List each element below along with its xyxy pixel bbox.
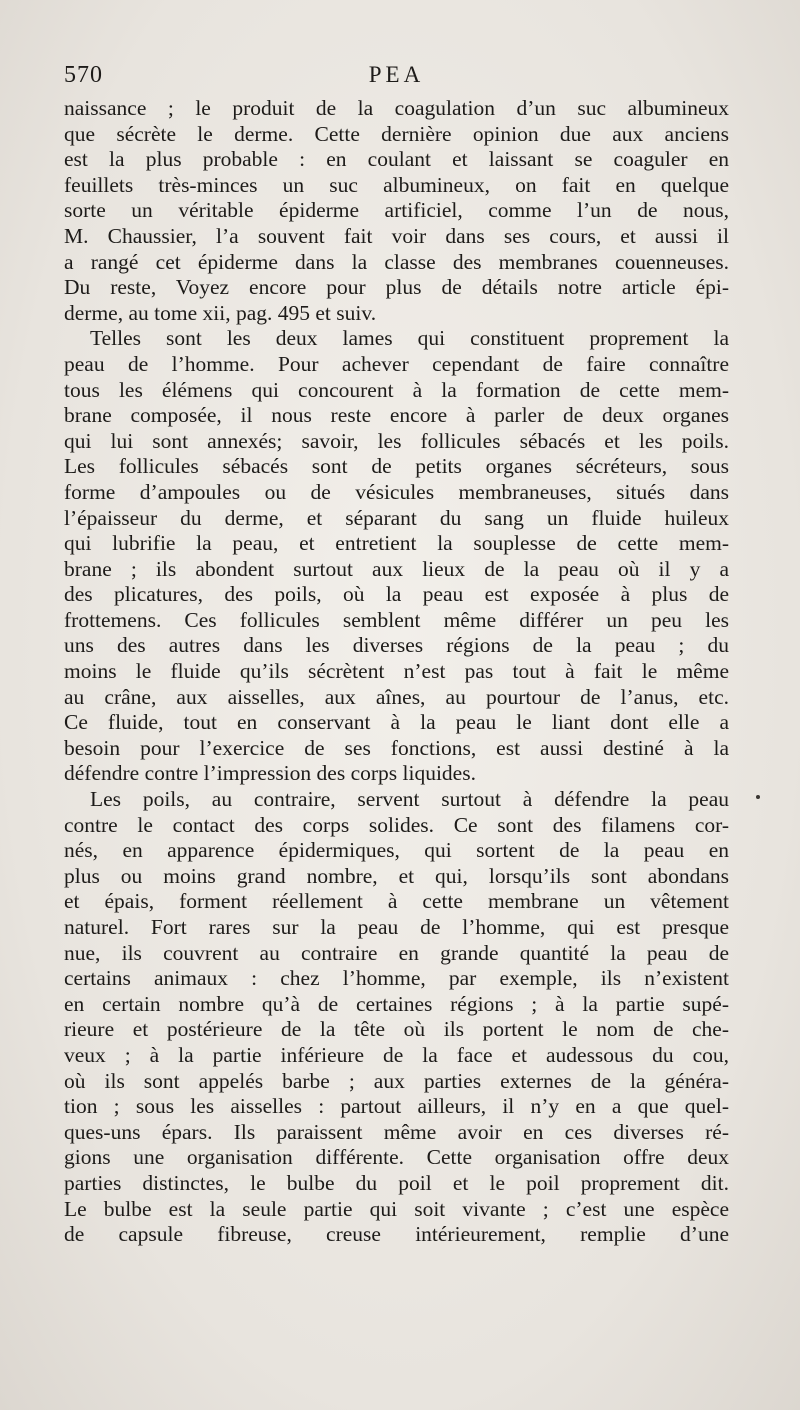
text-line: naturel. Fort rares sur la peau de l’homme, qui est presque: [64, 915, 729, 939]
text-line: certains animaux : chez l’homme, par exemple, ils n’existent: [64, 966, 729, 991]
text-line: en certain nombre qu’à de certaines régions ; à la partie supé-: [64, 991, 729, 1016]
text-line: gions une organisation différente. Cette organisation offre deux: [64, 1145, 729, 1170]
text-line: derme, au tome xii, pag. 495 et suiv.: [64, 300, 377, 325]
text-line: nés, en apparence épidermiques, qui sortent de la peau en: [64, 838, 729, 863]
text-line: qui lui sont annexés; savoir, les follicules sébacés et les poils.: [64, 428, 729, 453]
text-line: est la plus probable : en coulant et laissant se coaguler en: [64, 147, 729, 172]
text-line: a rangé cet épiderme dans la classe des membranes couenneuses.: [64, 249, 729, 274]
text-line: que sécrète le derme. Cette dernière opinion due aux anciens: [64, 121, 729, 146]
text-line: Les follicules sébacés sont de petits organes sécréteurs, sous: [64, 454, 729, 479]
text-line: peau de l’homme. Pour achever cependant de faire connaître: [64, 351, 729, 376]
text-line: parties distinctes, le bulbe du poil et le poil proprement dit.: [64, 1170, 729, 1195]
text-line: de capsule fibreuse, creuse intérieurement, remplie d’une: [64, 1222, 729, 1247]
text-line: uns des autres dans les diverses régions de la peau ; du: [64, 633, 729, 658]
page-header: [64, 62, 729, 96]
text-line: Ce fluide, tout en conservant à la peau le liant dont elle a: [64, 710, 729, 735]
text-line: Le bulbe est la seule partie qui soit vivante ; c’est une espèce: [64, 1196, 729, 1221]
text-line: feuillets très-minces un suc albumineux, on fait en quelque: [64, 172, 729, 197]
text-line: ques-uns épars. Ils paraissent même avoir en ces diverses ré-: [64, 1119, 729, 1144]
body-text: [64, 96, 729, 1248]
text-line: M. Chaussier, l’a souvent fait voir dans ses cours, et aussi il: [64, 223, 729, 248]
text-line: forme d’ampoules ou de vésicules membraneuses, situés dans: [64, 479, 729, 504]
text-line: tion ; sous les aisselles : partout ailleurs, il n’y en a que quel-: [64, 1094, 729, 1119]
text-line: des plicatures, des poils, où la peau est exposée à plus de: [64, 582, 729, 607]
text-line: plus ou moins grand nombre, et qui, lorsqu’ils sont abondans: [64, 863, 729, 888]
text-line: qui lubrifie la peau, et entretient la souplesse de cette mem-: [64, 531, 729, 556]
text-line: rieure et postérieure de la tête où ils portent le nom de che-: [64, 1017, 729, 1042]
text-line: au crâne, aux aisselles, aux aînes, au pourtour de l’anus, etc.: [64, 684, 729, 709]
text-line: frottemens. Ces follicules semblent même différer un peu les: [64, 607, 729, 632]
text-line: nue, ils couvrent au contraire en grande quantité la peau de: [64, 940, 729, 965]
page-number: 570: [64, 62, 103, 88]
text-line: naissance ; le produit de la coagulation d’un suc albumineux: [64, 96, 729, 120]
text-line: contre le contact des corps solides. Ce sont des filamens cor-: [64, 812, 729, 837]
text-line: et épais, forment réellement à cette membrane un vêtement: [64, 889, 729, 914]
text-line: brane composée, il nous reste encore à parler de deux organes: [64, 403, 729, 428]
text-line: défendre contre l’impression des corps liquides.: [64, 761, 476, 786]
text-line: veux ; à la partie inférieure de la face et audessous du cou,: [64, 1042, 729, 1067]
text-line: où ils sont appelés barbe ; aux parties externes de la généra-: [64, 1068, 729, 1093]
ink-speck: [756, 795, 760, 799]
text-line: l’épaisseur du derme, et séparant du sang un fluide huileux: [64, 505, 729, 530]
text-line: Du reste, Voyez encore pour plus de détails notre article épi-: [64, 275, 729, 300]
text-line: Telles sont les deux lames qui constituent proprement la: [90, 326, 729, 351]
text-line: sorte un véritable épiderme artificiel, comme l’un de nous,: [64, 198, 729, 223]
text-line: brane ; ils abondent surtout aux lieux de la peau où il y a: [64, 556, 729, 581]
text-line: besoin pour l’exercice de ses fonctions, est aussi destiné à la: [64, 735, 729, 760]
text-line: Les poils, au contraire, servent surtout à défendre la peau: [90, 787, 729, 812]
running-title: PEA: [368, 62, 425, 87]
text-line: tous les élémens qui concourent à la formation de cette mem-: [64, 377, 729, 402]
text-line: moins le fluide qu’ils sécrètent n’est pas tout à fait le même: [64, 659, 729, 684]
